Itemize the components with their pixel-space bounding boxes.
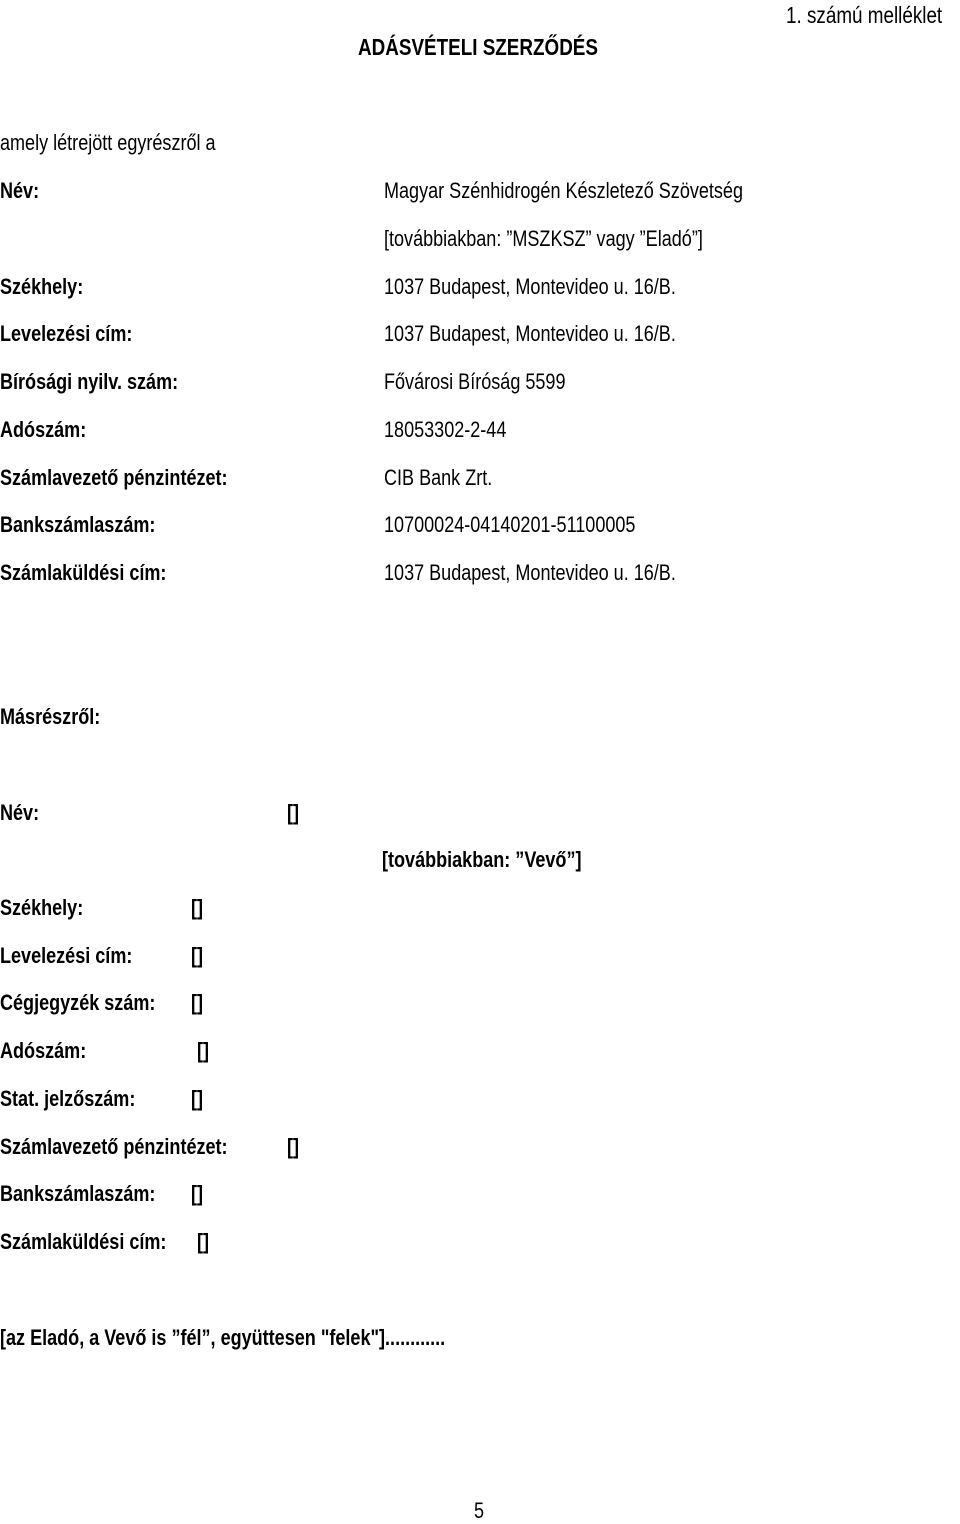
buyer-account-placeholder: []: [191, 1181, 204, 1206]
buyer-name-label: Név:: [0, 800, 40, 825]
other-party-heading: Másrészről:: [0, 704, 101, 729]
buyer-account-label: Bankszámlaszám:: [0, 1181, 156, 1206]
page-number: 5: [474, 1498, 485, 1523]
seller-bank-value: CIB Bank Zrt.: [384, 465, 493, 490]
buyer-registry-placeholder: []: [191, 990, 204, 1015]
parties-note: [az Eladó, a Vevő is ”fél”, együttesen "felek"]............: [0, 1325, 446, 1350]
buyer-mail-label: Levelezési cím:: [0, 943, 133, 968]
buyer-registry-label: Cégjegyzék szám:: [0, 990, 156, 1015]
seller-tax-value: 18053302-2-44: [384, 417, 507, 442]
seller-mail-label: Levelezési cím:: [0, 321, 133, 346]
document-title: ADÁSVÉTELI SZERZŐDÉS: [358, 34, 598, 60]
buyer-invoice-placeholder: []: [197, 1229, 210, 1254]
seller-name-label: Név:: [0, 178, 40, 203]
buyer-mail-placeholder: []: [191, 943, 204, 968]
seller-tax-label: Adószám:: [0, 417, 87, 442]
seller-court-label: Bírósági nyilv. szám:: [0, 369, 179, 394]
intro-text: amely létrejött egyrészről a: [0, 130, 216, 155]
seller-seat-label: Székhely:: [0, 274, 84, 299]
seller-seat-value: 1037 Budapest, Montevideo u. 16/B.: [384, 274, 676, 299]
seller-account-value: 10700024-04140201-51100005: [384, 512, 636, 537]
buyer-seat-placeholder: []: [191, 895, 204, 920]
annex-label: 1. számú melléklet: [786, 2, 943, 28]
buyer-alias: [továbbiakban: ”Vevő”]: [382, 847, 582, 872]
buyer-tax-placeholder: []: [197, 1038, 210, 1063]
buyer-bank-placeholder: []: [287, 1134, 300, 1159]
buyer-stat-label: Stat. jelzőszám:: [0, 1086, 136, 1111]
seller-bank-label: Számlavezető pénzintézet:: [0, 465, 228, 490]
buyer-name-placeholder: []: [287, 800, 300, 825]
buyer-bank-label: Számlavezető pénzintézet:: [0, 1134, 228, 1159]
seller-invoice-value: 1037 Budapest, Montevideo u. 16/B.: [384, 560, 676, 585]
seller-court-value: Fővárosi Bíróság 5599: [384, 369, 566, 394]
seller-invoice-label: Számlaküldési cím:: [0, 560, 167, 585]
seller-alias: [továbbiakban: ”MSZKSZ” vagy ”Eladó”]: [384, 226, 703, 251]
buyer-seat-label: Székhely:: [0, 895, 84, 920]
seller-mail-value: 1037 Budapest, Montevideo u. 16/B.: [384, 321, 676, 346]
buyer-tax-label: Adószám:: [0, 1038, 87, 1063]
seller-name-value: Magyar Szénhidrogén Készletező Szövetség: [384, 178, 744, 203]
buyer-stat-placeholder: []: [191, 1086, 204, 1111]
seller-account-label: Bankszámlaszám:: [0, 512, 156, 537]
buyer-invoice-label: Számlaküldési cím:: [0, 1229, 167, 1254]
